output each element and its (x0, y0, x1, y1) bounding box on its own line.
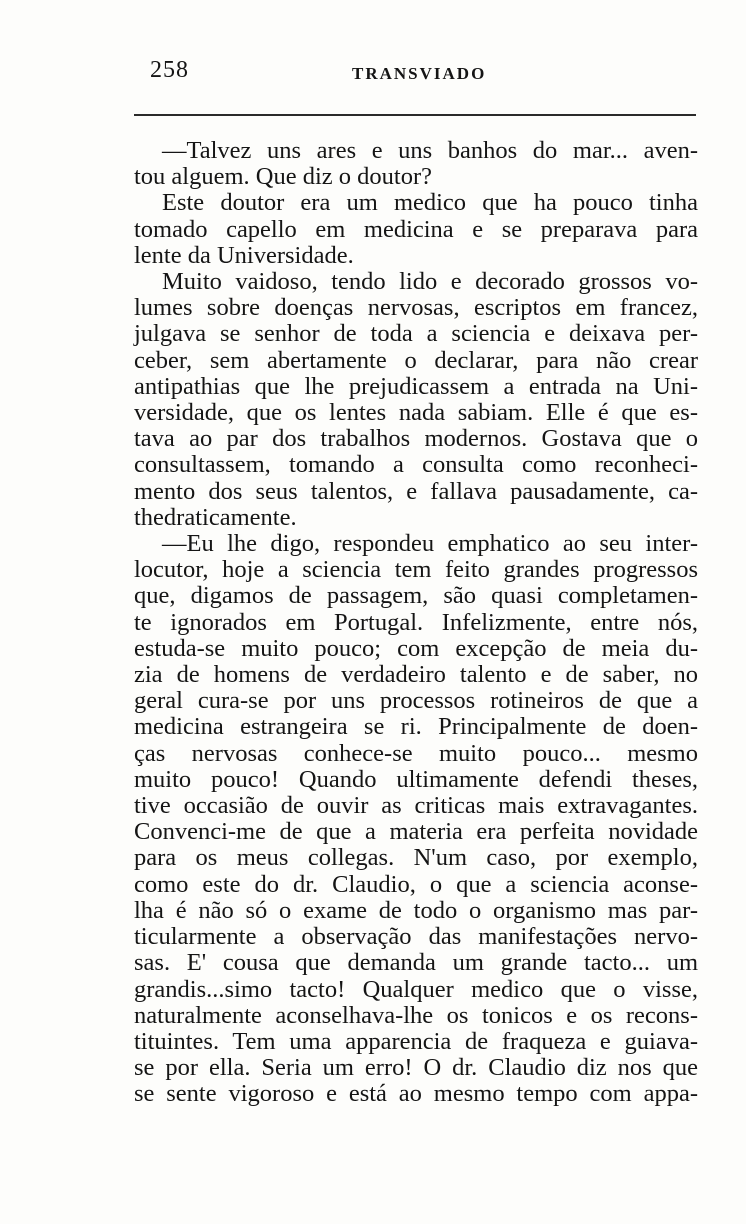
text-line: lumes sobre doenças nervosas, escriptos em francez, (134, 294, 698, 322)
text-line: se sente vigoroso e está ao mesmo tempo com appa- (134, 1080, 698, 1108)
text-line: Convenci-me de que a materia era perfeita novidade (134, 818, 698, 846)
text-line: locutor, hoje a sciencia tem feito grandes progressos (134, 556, 698, 584)
text-line: estuda-se muito pouco; com excepção de meia du- (134, 634, 698, 662)
text-line: ticularmente a observação das manifestações nervo- (134, 923, 698, 951)
text-line: sas. E' cousa que demanda um grande tacto... um (134, 949, 698, 977)
text-line: consultassem, tomando a consulta como reconheci- (134, 451, 698, 479)
text-line: julgava se senhor de toda a sciencia e deixava per- (134, 320, 698, 348)
text-line: —Eu lhe digo, respondeu emphatico ao seu inter- (162, 530, 698, 558)
text-line: mento dos seus talentos, e fallava pausadamente, ca- (134, 477, 698, 505)
text-line: se por ella. Seria um erro! O dr. Claudio diz nos que (134, 1054, 698, 1082)
text-line: tituintes. Tem uma apparencia de fraqueza e guiava- (134, 1027, 698, 1055)
text-line: grandis...simo tacto! Qualquer medico que o visse, (134, 975, 698, 1003)
body-text (134, 138, 698, 1108)
text-line: como este do dr. Claudio, o que a sciencia aconse- (134, 870, 698, 898)
text-line: muito pouco! Quando ultimamente defendi theses, (134, 765, 698, 793)
running-title: TRANSVIADO (352, 64, 487, 83)
page-number: 258 (150, 57, 189, 83)
text-line: para os meus collegas. N'um caso, por exemplo, (134, 844, 698, 872)
text-line: que, digamos de passagem, são quasi completamen- (134, 582, 698, 610)
text-line: tomado capello em medicina e se preparava para (134, 215, 698, 243)
text-line: lente da Universidade. (134, 241, 354, 269)
text-line: thedraticamente. (134, 503, 297, 531)
text-line: versidade, que os lentes nada sabiam. Elle é que es- (134, 399, 698, 427)
text-line: tava ao par dos trabalhos modernos. Gostava que o (134, 425, 698, 453)
text-line: Este doutor era um medico que ha pouco tinha (162, 189, 698, 217)
text-line: medicina estrangeira se ri. Principalmente de doen- (134, 713, 698, 741)
text-line: ceber, sem abertamente o declarar, para não crear (134, 346, 698, 374)
text-line: lha é não só o exame de todo o organismo mas par- (134, 896, 698, 924)
header-rule (134, 114, 696, 116)
text-line: —Talvez uns ares e uns banhos do mar... aven- (162, 137, 698, 164)
text-line: tive occasião de ouvir as criticas mais extravagantes. (134, 792, 698, 820)
text-line: te ignorados em Portugal. Infelizmente, entre nós, (134, 608, 698, 636)
text-line: antipathias que lhe prejudicassem a entrada na Uni- (134, 372, 698, 400)
text-line: naturalmente aconselhava-lhe os tonicos e os recons- (134, 1001, 698, 1029)
text-line: zia de homens de verdadeiro talento e de saber, no (134, 661, 698, 689)
text-line: ças nervosas conhece-se muito pouco... mesmo (134, 739, 698, 767)
text-line: geral cura-se por uns processos rotineiros de que a (134, 687, 698, 715)
text-line: Muito vaidoso, tendo lido e decorado grossos vo- (162, 268, 698, 296)
text-line: tou alguem. Que diz o doutor? (134, 163, 433, 191)
